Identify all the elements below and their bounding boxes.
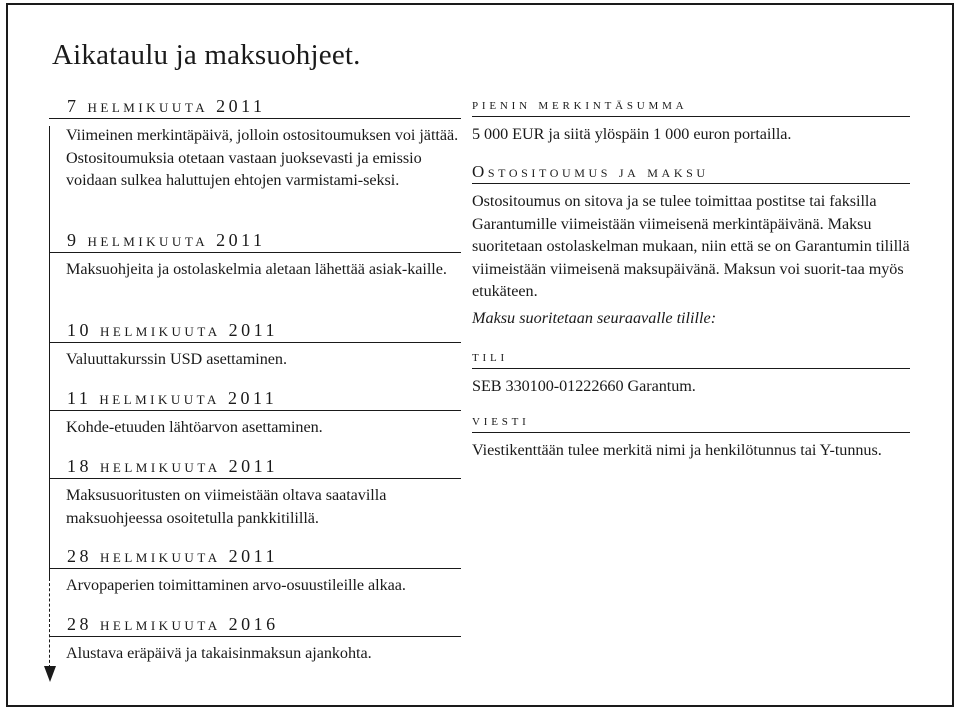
- event-date: 7 helmikuuta 2011: [49, 94, 461, 119]
- order-payment-heading: Ostositoumus ja maksu: [472, 161, 910, 184]
- event-date: 28 helmikuuta 2016: [49, 612, 461, 637]
- message-section: [472, 410, 910, 462]
- event-date: 9 helmikuuta 2011: [49, 228, 461, 253]
- event-date: 18 helmikuuta 2011: [49, 454, 461, 479]
- page-title: Aikataulu ja maksuohjeet.: [52, 39, 361, 71]
- event-date: 10 helmikuuta 2011: [49, 318, 461, 343]
- timeline-event: [49, 94, 461, 192]
- timeline-event: [49, 454, 461, 529]
- event-text: Maksuohjeita ja ostolaskelmia aletaan lähettää asiak-kaille.: [66, 260, 447, 278]
- min-subscription-heading: pienin merkintäsumma: [472, 94, 910, 117]
- event-text: Viimeinen merkintäpäivä, jolloin ostositoumuksen voi jättää. Ostositoumuksia otetaan vastaan juoksevasti ja emissio voidaan sulkea haluttujen ehtojen varmistami-seksi.: [66, 126, 459, 189]
- event-text: Maksusuoritusten on viimeistään oltava saatavilla maksuohjeessa osoitetulla pankkitilillä.: [66, 486, 387, 527]
- min-subscription-section: [472, 94, 910, 146]
- account-heading: tili: [472, 346, 910, 369]
- event-text: Alustava eräpäivä ja takaisinmaksun ajankohta.: [66, 644, 372, 662]
- order-payment-section: [472, 161, 910, 329]
- message-heading: viesti: [472, 410, 910, 433]
- timeline-event: [49, 612, 461, 665]
- event-text: Arvopaperien toimittaminen arvo-osuustileille alkaa.: [66, 576, 406, 594]
- order-payment-text: Ostositoumus on sitova ja se tulee toimittaa postitse tai faksilla Garantumille viimeistään viimeisenä merkintäpäivänä. Maksu suoritetaan ostolaskelman mukaan, niin että se on Garantumin tilillä viimeistään viimeisenä maksupäivänä. Maksun voi suorit-taa myös etukäteen.: [472, 192, 910, 300]
- event-text: Kohde-etuuden lähtöarvon asettaminen.: [66, 418, 323, 436]
- timeline-event: [49, 228, 461, 281]
- event-date: 11 helmikuuta 2011: [49, 386, 461, 411]
- timeline-event: [49, 318, 461, 371]
- account-section: [472, 346, 910, 398]
- timeline-event: [49, 544, 461, 597]
- min-subscription-text: 5 000 EUR ja siitä ylöspäin 1 000 euron portailla.: [472, 125, 792, 143]
- payment-instruction: Maksu suoritetaan seuraavalle tilille:: [472, 308, 717, 327]
- event-date: 28 helmikuuta 2011: [49, 544, 461, 569]
- message-text: Viestikenttään tulee merkitä nimi ja henkilötunnus tai Y-tunnus.: [472, 441, 882, 459]
- event-text: Valuuttakurssin USD asettaminen.: [66, 350, 287, 368]
- account-text: SEB 330100-01222660 Garantum.: [472, 377, 696, 395]
- timeline-arrow-icon: [44, 666, 56, 682]
- timeline-event: [49, 386, 461, 439]
